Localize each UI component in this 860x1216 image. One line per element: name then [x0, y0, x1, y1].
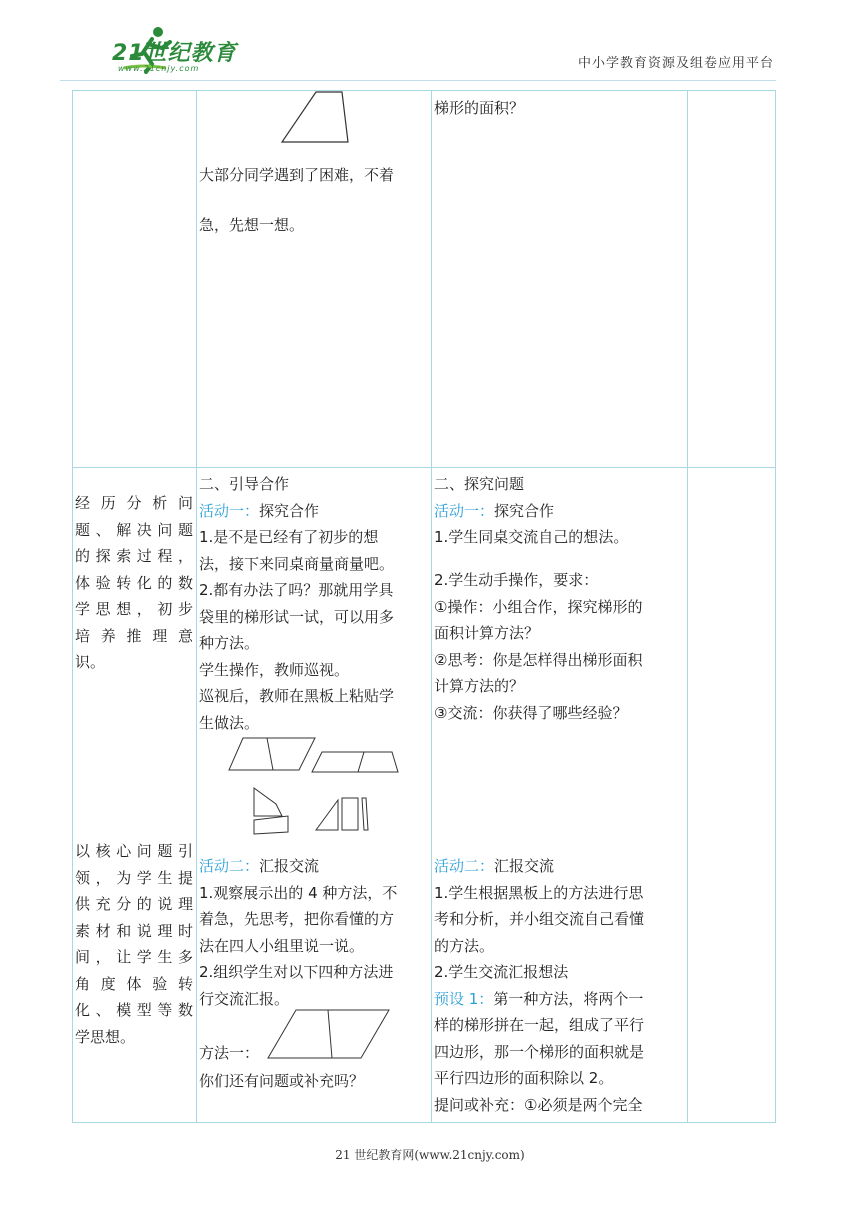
- text-line: 的方法。: [434, 936, 495, 955]
- text-line: 1.学生同桌交流自己的想法。: [434, 528, 629, 546]
- student-activity-1: [434, 471, 686, 551]
- text-line: 领，为学生提: [75, 868, 193, 887]
- preset-heading: [434, 986, 686, 1013]
- section-title: 二、引导合作: [199, 475, 290, 493]
- table-col-divider: [196, 90, 197, 1123]
- text-line: 考和分析，并小组交流自己看懂: [434, 910, 645, 928]
- platform-name: 中小学教育资源及组卷应用平台: [577, 56, 774, 71]
- table-col-divider: [687, 90, 688, 1123]
- text-line: 题、解决问题: [75, 520, 193, 539]
- text-line: 计算方法的？: [434, 677, 525, 695]
- teacher-activity-1: [199, 471, 431, 736]
- text-line: 1.是不是已经有了初步的想: [199, 528, 379, 546]
- row1-student-note: 梯形的面积？: [434, 99, 525, 117]
- text-line: 体验转化的数: [75, 573, 193, 592]
- section-title: 二、探究问题: [434, 475, 525, 493]
- text-line: 提问或补充：①必须是两个完全: [434, 1095, 643, 1114]
- text-line: 以核心问题引: [75, 842, 193, 860]
- activity-heading: [434, 498, 686, 525]
- text-line: 2.都有办法了吗？那就用学具: [199, 581, 394, 599]
- text-line: ③交流：你获得了哪些经验？: [434, 703, 628, 722]
- text-line: 法，接下来同桌商量商量吧。: [199, 554, 395, 573]
- table-top-border: [72, 90, 776, 91]
- text-line: 化、模型等数: [75, 1001, 193, 1019]
- text-line: 面积计算方法？: [434, 624, 540, 642]
- text-line: ①操作：小组合作，探究梯形的: [434, 597, 643, 616]
- logo-url: www.21cnjy.com: [118, 64, 200, 73]
- text-line: 四边形，那一个梯形的面积就是: [434, 1042, 645, 1061]
- student-requirements: [434, 567, 686, 726]
- text-line: 第一种方法，将两个一: [493, 989, 644, 1008]
- text-line: 法在四人小组里说一说。: [199, 936, 365, 955]
- text-line: 2.学生交流汇报想法: [434, 963, 569, 981]
- text-line: 样的梯形拼在一起，组成了平行: [434, 1016, 645, 1034]
- text-line: 1.学生根据黑板上的方法进行思: [434, 883, 644, 902]
- text-line: 经历分析问: [75, 494, 193, 512]
- method-1-label: 方法一：: [199, 1044, 260, 1062]
- text-line: 生做法。: [199, 713, 260, 732]
- text-line: 大部分同学遇到了困难，不着: [199, 166, 395, 184]
- text-line: 素材和说理时: [75, 921, 193, 940]
- method-figure-cut-pieces: [252, 786, 292, 836]
- method-figure-parallelogram-2: [310, 750, 400, 774]
- text-line: 平行四边形的面积除以 2。: [434, 1069, 614, 1087]
- page-footer: 21 世纪教育网(www.21cnjy.com): [335, 1148, 525, 1162]
- text-line: 角度体验转: [75, 974, 193, 993]
- activity-label: 活动一：: [434, 501, 495, 520]
- text-line: 2.学生动手操作，要求：: [434, 571, 599, 589]
- method-1-parallelogram: [266, 1008, 391, 1060]
- text-line: 种方法。: [199, 634, 260, 652]
- goal-2: [75, 838, 193, 1050]
- text-line: ②思考：你是怎样得出梯形面积: [434, 650, 643, 669]
- page-header: [0, 0, 860, 90]
- method-figure-triangle-rectangle: [314, 794, 374, 834]
- text-line: 行交流汇报。: [199, 989, 290, 1008]
- text-line: 1.观察展示出的 4 种方法，不: [199, 883, 398, 902]
- table-col-divider: [775, 90, 776, 1123]
- trapezoid-figure: [280, 90, 360, 144]
- text-line: 培养推理意: [75, 626, 193, 645]
- text-line: 供充分的说理: [75, 895, 193, 913]
- activity-heading: [199, 853, 431, 880]
- activity-label: 活动一：: [199, 501, 260, 520]
- text-line: 着急，先思考，把你看懂的方: [199, 910, 395, 928]
- text-line: 的探索过程，: [75, 547, 193, 565]
- activity-heading: [434, 853, 686, 880]
- method-figure-parallelogram-1: [227, 736, 317, 772]
- header-divider: [60, 80, 776, 81]
- text-line: 学生操作，教师巡视。: [199, 660, 350, 679]
- activity-title: 探究合作: [494, 501, 555, 520]
- text-line: 间，让学生多: [75, 948, 193, 966]
- activity-heading: [199, 498, 431, 525]
- activity-label: 活动二：: [434, 857, 495, 875]
- activity-title: 汇报交流: [259, 857, 320, 875]
- activity-label: 活动二：: [199, 857, 260, 875]
- table-col-divider: [72, 90, 73, 1123]
- text-line: 巡视后，教师在黑板上粘贴学: [199, 687, 395, 705]
- logo-text: 21世纪教育: [112, 41, 237, 66]
- preset-label: 预设 1：: [434, 989, 494, 1008]
- goal-1: [75, 490, 193, 676]
- row1-teacher-note: [199, 150, 431, 250]
- text-line: 识。: [75, 653, 106, 671]
- text-line: 学思想。: [75, 1027, 136, 1046]
- table-col-divider: [431, 90, 432, 1123]
- text-line: 2.组织学生对以下四种方法进: [199, 963, 394, 981]
- text-line: 学思想，初步: [75, 600, 193, 618]
- table-row-divider: [72, 467, 776, 468]
- method-1-question: 你们还有问题或补充吗？: [199, 1072, 365, 1090]
- activity-title: 汇报交流: [494, 857, 555, 875]
- activity-title: 探究合作: [259, 501, 320, 520]
- teacher-activity-2: [199, 853, 431, 1012]
- text-line: 袋里的梯形试一试，可以用多: [199, 607, 395, 626]
- table-bottom-border: [72, 1122, 776, 1123]
- text-line: 急，先想一想。: [199, 216, 305, 234]
- student-activity-2: [434, 853, 686, 1118]
